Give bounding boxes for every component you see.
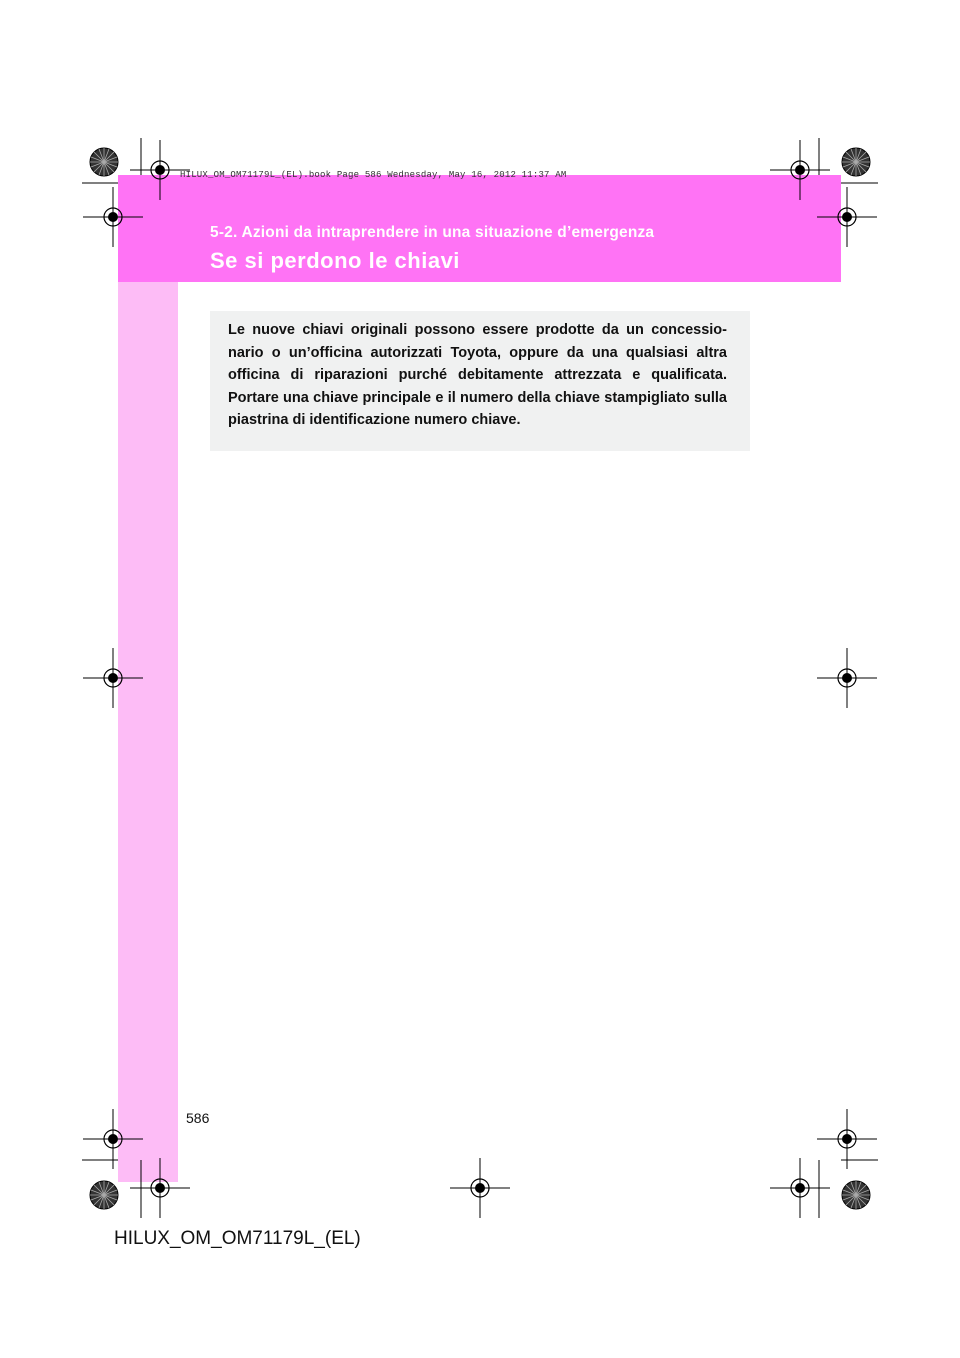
page-number: 586 — [186, 1110, 210, 1126]
crosshair-bottom-right-a — [770, 1158, 830, 1218]
crosshair-bottom-center — [450, 1158, 510, 1218]
crosshair-bottom-left-b — [130, 1158, 190, 1218]
crosshair-top-left-b — [83, 187, 143, 247]
page-title: Se si perdono le chiavi — [210, 248, 460, 273]
registration-star-bottom-left — [90, 1181, 118, 1209]
crosshair-top-right-a — [770, 140, 830, 200]
registration-star-top-left — [90, 148, 118, 176]
registration-star-top-right — [842, 148, 870, 176]
info-text: Le nuove chiavi originali possono essere prodotte da un concessio-nario o un’officina autorizzati Toyota, oppure da una qualsiasi altra officina di riparazioni purché debitamente attrezzata e qualificata. Portare una chiave principale e il numero della chiave stampigliato sulla piastrina di identificazione numero chiave. — [228, 322, 727, 429]
document-code: HILUX_OM_OM71179L_(EL) — [114, 1228, 361, 1249]
crosshair-top-right-b — [817, 187, 877, 247]
section-label: 5-2. Azioni da intraprendere in una situazione d’emergenza — [210, 224, 655, 241]
crosshair-mid-left — [83, 648, 143, 708]
file-stamp: HILUX_OM_OM71179L_(EL).book Page 586 Wednesday, May 16, 2012 11:37 AM — [180, 170, 567, 180]
crosshair-mid-right — [817, 648, 877, 708]
crosshair-top-left-a — [130, 140, 190, 200]
registration-star-bottom-right — [842, 1181, 870, 1209]
